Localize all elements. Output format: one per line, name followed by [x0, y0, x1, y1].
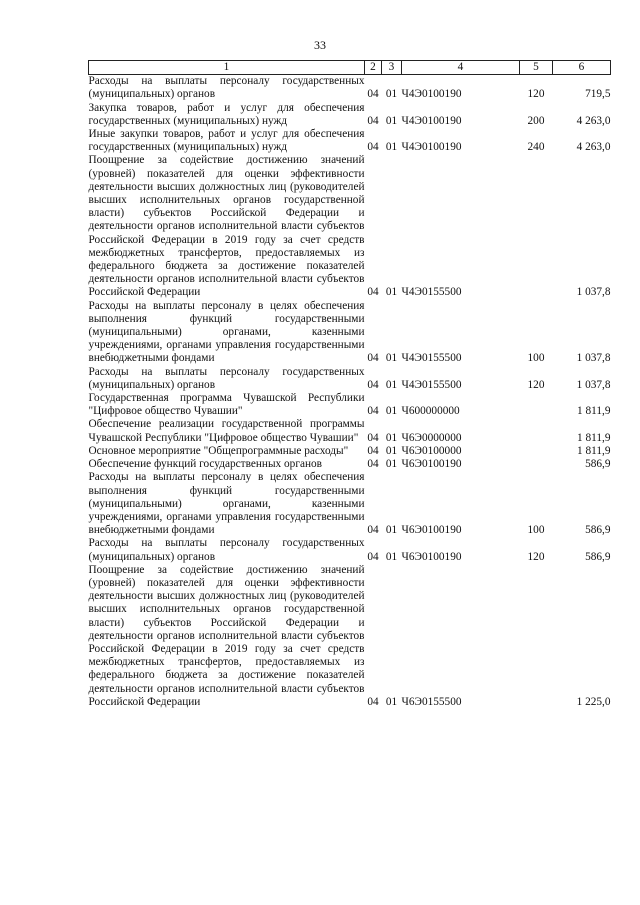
amount: 1 037,8 [576, 286, 611, 299]
expense-name: Обеспечение функций государственных органов [88, 458, 323, 471]
budget-table [88, 60, 611, 709]
target-article-code: Ч6Э0100190 [401, 458, 462, 471]
target-article-code: Ч6Э0100190 [401, 524, 462, 537]
amount: 586,9 [585, 550, 611, 563]
table-row [89, 102, 611, 128]
expense-type-code [520, 445, 553, 458]
target-article-code: Ч6Э0100190 [401, 550, 462, 563]
table-row [89, 128, 611, 154]
amount: 1 037,8 [576, 352, 611, 365]
amount: 4 263,0 [576, 141, 611, 154]
section-code: 04 [367, 550, 379, 563]
table-row [89, 300, 611, 366]
amount: 586,9 [585, 458, 611, 471]
expense-type-code [520, 418, 553, 444]
header-col-3: 3 [382, 61, 402, 75]
amount: 1 037,8 [576, 378, 611, 391]
target-article-code: Ч4Э0155500 [401, 352, 462, 365]
subsection-code: 01 [385, 141, 398, 154]
amount: 1 811,9 [577, 444, 611, 457]
subsection-code: 01 [385, 444, 398, 457]
amount: 1 225,0 [576, 695, 611, 708]
header-col-6: 6 [553, 61, 611, 75]
expense-name: Обеспечение реализации государственной программы Чувашской Республики "Цифровое общество Чувашии" [88, 418, 365, 444]
expense-type-code: 200 [527, 114, 545, 127]
section-code: 04 [367, 352, 379, 365]
target-article-code: Ч4Э0100190 [401, 141, 462, 154]
section-code: 04 [367, 141, 379, 154]
subsection-code: 01 [385, 114, 398, 127]
target-article-code: Ч600000000 [401, 405, 460, 418]
expense-name: Государственная программа Чувашской Республики "Цифровое общество Чувашии" [88, 392, 365, 418]
expense-type-code [520, 458, 553, 471]
expense-type-code: 120 [527, 88, 545, 101]
amount: 586,9 [585, 524, 611, 537]
expense-name: Расходы на выплаты персоналу государственных (муниципальных) органов [88, 365, 365, 391]
section-code: 04 [367, 524, 379, 537]
expense-type-code: 120 [527, 550, 545, 563]
expense-name: Закупка товаров, работ и услуг для обеспечения государственных (муниципальных) нужд [88, 101, 365, 127]
target-article-code: Ч4Э0100190 [401, 114, 462, 127]
target-article-code: Ч4Э0100190 [401, 88, 462, 101]
subsection-code: 01 [385, 378, 398, 391]
expense-name: Расходы на выплаты персоналу в целях обеспечения выполнения функций государственными (муниципальными) органами, казенными учреждениями, органами управления государственными внебюджетными фондами [88, 299, 365, 365]
table-row [89, 445, 611, 458]
header-col-4: 4 [402, 61, 520, 75]
table-row [89, 458, 611, 471]
header-col-2: 2 [365, 61, 382, 75]
table-row [89, 392, 611, 418]
expense-name: Расходы на выплаты персоналу государственных (муниципальных) органов [88, 75, 365, 101]
expense-type-code [520, 154, 553, 299]
table-row [89, 471, 611, 537]
expense-type-code [520, 392, 553, 418]
section-code: 04 [367, 88, 379, 101]
header-col-5: 5 [520, 61, 553, 75]
subsection-code: 01 [385, 88, 398, 101]
expense-name: Поощрение за содействие достижению значений (уровней) показателей для оценки эффективности деятельности высших должностных лиц (руководителей высших исполнительных органов государственной власти) субъектов Российской Федерации и деятельности органов исполнительной власти субъектов Российской Федерации в 2019 году за счет средств межбюджетных трансфертов, предоставляемых из федерального бюджета за достижение показателей деятельности органов исполнительной власти субъектов Российской Федерации [88, 154, 365, 299]
amount: 719,5 [585, 88, 611, 101]
section-code: 04 [367, 458, 379, 471]
target-article-code: Ч6Э0155500 [401, 695, 462, 708]
target-article-code: Ч6Э0100000 [401, 444, 462, 457]
expense-name: Расходы на выплаты персоналу в целях обеспечения выполнения функций государственными (муниципальными) органами, казенными учреждениями, органами управления государственными внебюджетными фондами [88, 471, 365, 537]
table-header-row [89, 61, 611, 75]
subsection-code: 01 [385, 352, 398, 365]
expense-type-code [520, 564, 553, 709]
section-code: 04 [367, 444, 379, 457]
table-row [89, 154, 611, 299]
table-row [89, 564, 611, 709]
expense-type-code: 100 [527, 352, 545, 365]
expense-type-code: 120 [527, 378, 545, 391]
table-row [89, 366, 611, 392]
subsection-code: 01 [385, 524, 398, 537]
target-article-code: Ч6Э0000000 [401, 431, 462, 444]
table-row [89, 537, 611, 563]
target-article-code: Ч4Э0155500 [401, 378, 462, 391]
page-number: 33 [314, 38, 326, 52]
subsection-code: 01 [385, 286, 398, 299]
subsection-code: 01 [385, 695, 398, 708]
expense-name: Расходы на выплаты персоналу государственных (муниципальных) органов [88, 537, 365, 563]
section-code: 04 [367, 431, 379, 444]
target-article-code: Ч4Э0155500 [401, 286, 462, 299]
section-code: 04 [367, 695, 379, 708]
table-row [89, 418, 611, 444]
table-row [89, 75, 611, 102]
section-code: 04 [367, 378, 379, 391]
header-col-1: 1 [89, 61, 365, 75]
expense-name: Основное мероприятие "Общепрограммные расходы" [88, 444, 349, 457]
amount: 1 811,9 [577, 405, 611, 418]
expense-name: Поощрение за содействие достижению значений (уровней) показателей для оценки эффективности деятельности высших должностных лиц (руководителей высших исполнительных органов государственной власти) субъектов Российской Федерации и деятельности органов исполнительной власти субъектов Российской Федерации в 2019 году за счет средств межбюджетных трансфертов, предоставляемых из федерального бюджета за достижение показателей деятельности органов исполнительной власти субъектов Российской Федерации [88, 563, 365, 708]
amount: 1 811,9 [577, 431, 611, 444]
subsection-code: 01 [385, 550, 398, 563]
subsection-code: 01 [385, 405, 398, 418]
subsection-code: 01 [385, 431, 398, 444]
expense-name: Иные закупки товаров, работ и услуг для обеспечения государственных (муниципальных) нужд [88, 128, 365, 154]
section-code: 04 [367, 114, 379, 127]
subsection-code: 01 [385, 458, 398, 471]
amount: 4 263,0 [576, 114, 611, 127]
expense-type-code: 240 [527, 141, 545, 154]
section-code: 04 [367, 286, 379, 299]
section-code: 04 [367, 405, 379, 418]
expense-type-code: 100 [527, 524, 545, 537]
